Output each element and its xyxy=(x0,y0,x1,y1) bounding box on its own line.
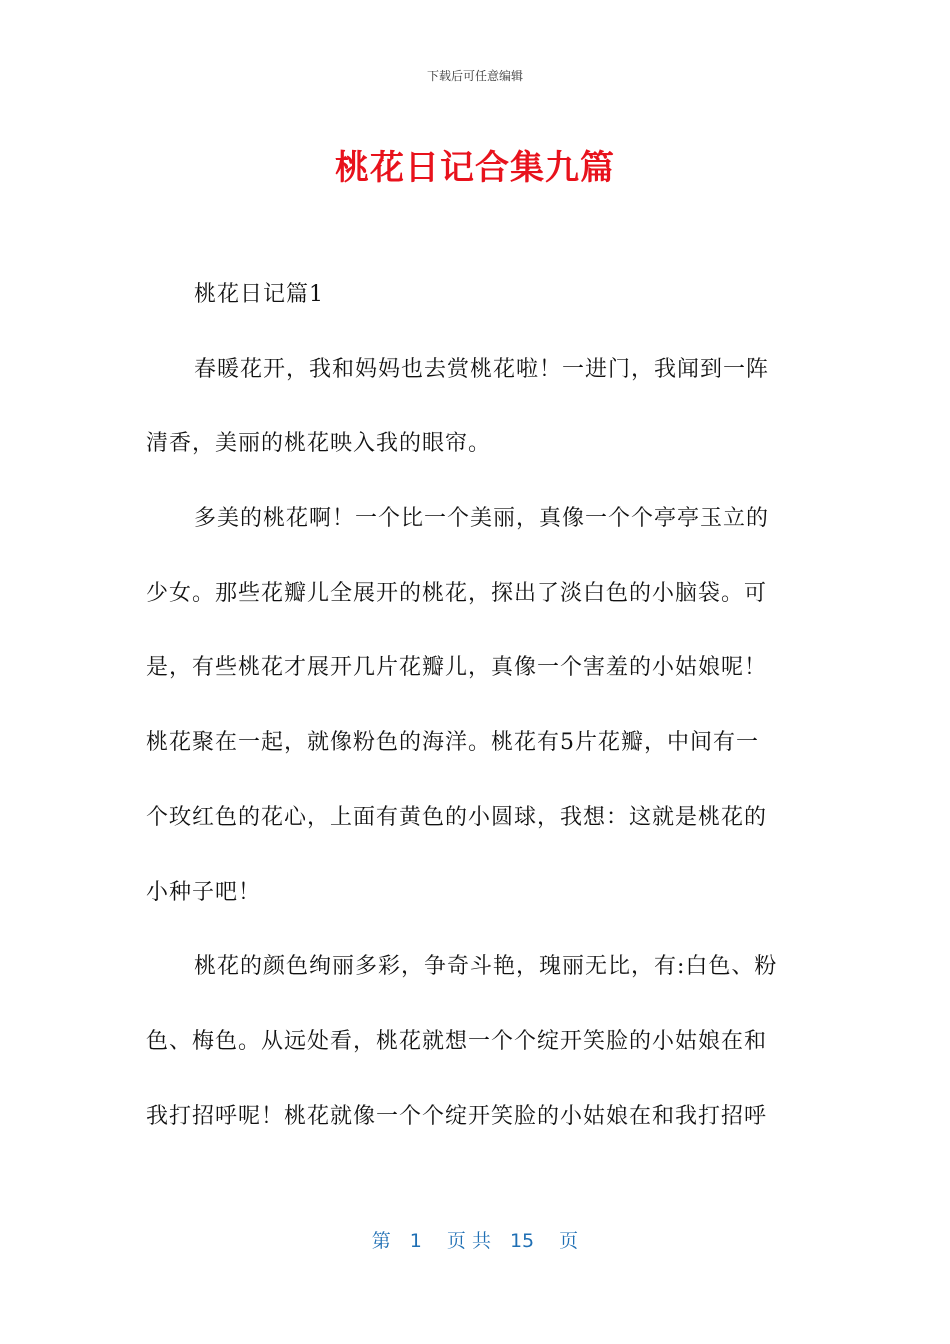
document-body xyxy=(146,275,806,1171)
paragraph-line: 清香，美丽的桃花映入我的眼帘。 xyxy=(146,431,492,457)
paragraph-line: 个玫红色的花心，上面有黄色的小圆球，我想：这就是桃花的 xyxy=(146,804,768,830)
page-number-footer: 第 1 页 共 15 页 xyxy=(371,1230,579,1252)
paragraph-line: 我打招呼呢！桃花就像一个个绽开笑脸的小姑娘在和我打招呼 xyxy=(146,1103,768,1129)
paragraph-line: 春暖花开，我和妈妈也去赏桃花啦！一进门，我闻到一阵 xyxy=(194,356,770,382)
paragraph-line: 是，有些桃花才展开几片花瓣儿，真像一个害羞的小姑娘呢！ xyxy=(146,655,768,681)
paragraph-line: 少女。那些花瓣儿全展开的桃花，探出了淡白色的小脑袋。可 xyxy=(146,580,768,606)
document-title: 桃花日记合集九篇 xyxy=(335,148,615,188)
paragraph-line: 多美的桃花啊！一个比一个美丽，真像一个个亭亭玉立的 xyxy=(194,506,770,532)
paragraph-line: 桃花聚在一起，就像粉色的海洋。桃花有5片花瓣，中间有一 xyxy=(146,730,759,756)
paragraph-line: 色、梅色。从远处看，桃花就想一个个绽开笑脸的小姑娘在和 xyxy=(146,1028,768,1054)
section-heading: 桃花日记篇1 xyxy=(194,282,324,307)
paragraph-line: 小种子吧！ xyxy=(146,879,262,905)
header-note: 下载后可任意编辑 xyxy=(426,69,523,83)
paragraph-line: 桃花的颜色绚丽多彩，争奇斗艳，瑰丽无比，有:白色、粉 xyxy=(194,954,778,980)
